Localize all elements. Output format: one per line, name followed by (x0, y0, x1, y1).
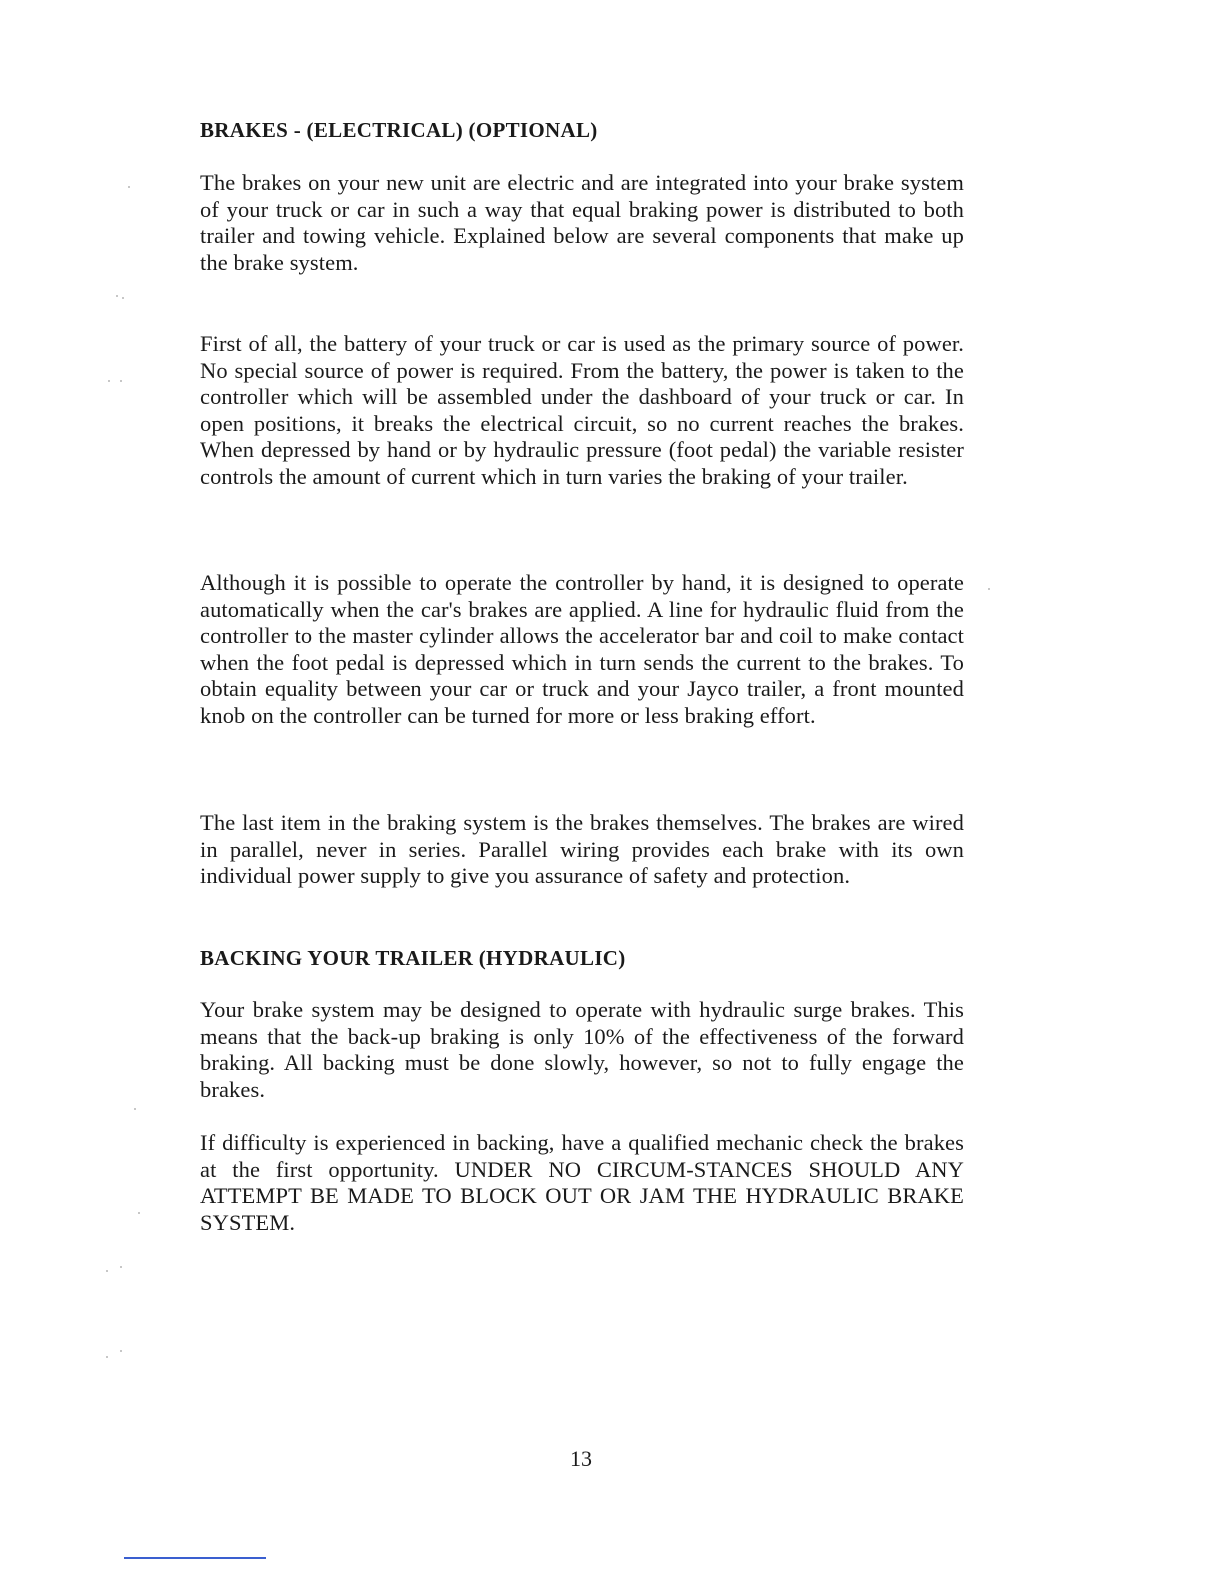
scan-speck (120, 1266, 122, 1268)
page-number: 13 (570, 1446, 592, 1471)
scan-speck (138, 1212, 140, 1214)
scan-speck (106, 1356, 108, 1358)
paragraph-surge-brakes: Your brake system may be designed to operate with hydraulic surge brakes. This means that the back-up braking is only 10% of the effectiveness of the forward braking. All backing must be done slowly, however, so not to fully engage the brakes. (200, 997, 964, 1102)
scan-speck (116, 295, 118, 297)
paragraph-battery-controller: First of all, the battery of your truck or car is used as the primary source of power. No special source of power is required. From the battery, the power is taken to the controller which will be assembled under the dashboard of your truck or car. In open positions, it breaks the electrical circuit, so no current reaches the brakes. When depressed by hand or by hydraulic pressure (foot pedal) the variable resister controls the amount of current which in turn varies the braking of your trailer. (200, 331, 964, 489)
scan-speck (120, 380, 122, 382)
scan-speck (106, 1270, 108, 1272)
bottom-edge-rule (124, 1557, 266, 1559)
paragraph-warning: If difficulty is experienced in backing, have a qualified mechanic check the brakes at the first opportunity. UNDER NO CIRCUM-STANCES SHOULD ANY ATTEMPT BE MADE TO BLOCK OUT OR JAM THE HYDRAULIC BRAKE SYSTEM. (200, 1130, 964, 1235)
scan-speck (128, 186, 130, 188)
scan-speck (134, 1108, 136, 1110)
scan-speck (988, 588, 990, 590)
paragraph-parallel-wiring: The last item in the braking system is the brakes themselves. The brakes are wired in parallel, never in series. Parallel wiring provides each brake with its own individual power supply to give you assurance of safety and protection. (200, 810, 964, 889)
scan-speck (108, 380, 110, 382)
scan-speck (120, 1350, 122, 1352)
section-heading-backing-trailer: BACKING YOUR TRAILER (HYDRAULIC) (200, 946, 626, 970)
paragraph-brakes-intro: The brakes on your new unit are electric and are integrated into your brake system of your truck or car in such a way that equal braking power is distributed to both trailer and towing vehicle. Explained below are several components that make up the brake system. (200, 170, 964, 275)
section-heading-brakes-electrical: BRAKES - (ELECTRICAL) (OPTIONAL) (200, 118, 598, 142)
scan-speck (122, 297, 124, 299)
paragraph-automatic-operation: Although it is possible to operate the controller by hand, it is designed to operate automatically when the car's brakes are applied. A line for hydraulic fluid from the controller to the master cylinder allows the accelerator bar and coil to make contact when the foot pedal is depressed which in turn sends the current to the brakes. To obtain equality between your car or truck and your Jayco trailer, a front mounted knob on the controller can be turned for more or less braking effort. (200, 570, 964, 728)
